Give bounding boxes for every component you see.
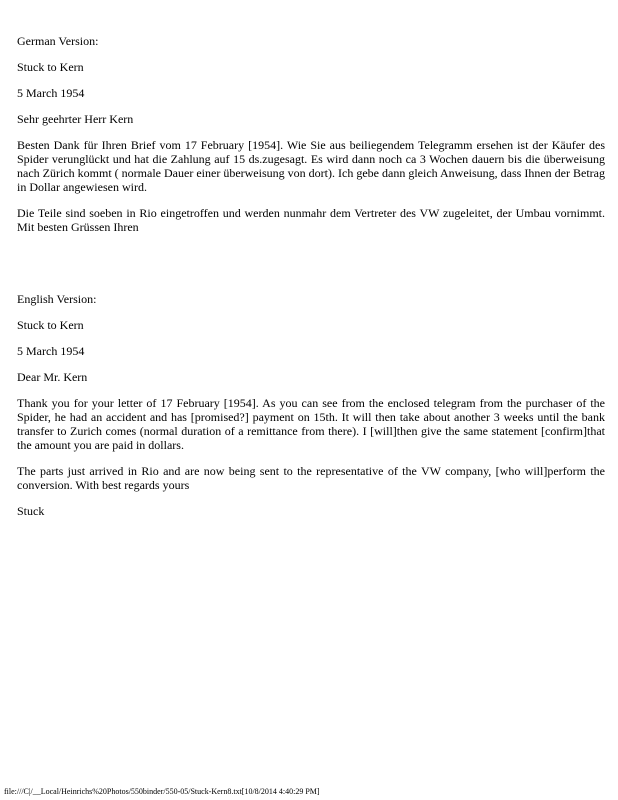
english-salutation: Dear Mr. Kern (17, 370, 88, 384)
german-version-section (17, 34, 605, 234)
english-version-section (17, 292, 605, 518)
german-paragraph-1: Besten Dank für Ihren Brief vom 17 February [1954]. Wie Sie aus beiliegendem Telegramm ersehen ist der Käufer des Spider verunglückt und hat die Zahlung auf 15 ds.zugesagt. Es wird dann noch ca 3 Wochen dauern bis die überweisung nach Zürich kommt ( normale Dauer einer überweisung von dort). Ich gebe dann gleich Anweisung, dass Ihnen der Betrag in Dollar angewiesen wird. (17, 138, 605, 194)
signature: Stuck (17, 504, 45, 518)
file-path-footer: file:///C|/__Local/Heinrichs%20Photos/550binder/550-05/Stuck-Kern8.txt[10/8/2014 4:40:29 PM] (4, 787, 320, 796)
english-paragraph-1: Thank you for your letter of 17 February [1954]. As you can see from the enclosed telegram from the purchaser of the Spider, he had an accident and has [promised?] payment on 15th. It will then take about another 3 weeks until the bank transfer to Zurich comes (normal duration of a remittance from there). I [will]then give the same statement [confirm]that the amount you are paid in dollars. (17, 396, 605, 452)
english-version-heading: English Version: (17, 292, 97, 306)
german-version-heading: German Version: (17, 34, 99, 48)
german-date: 5 March 1954 (17, 86, 85, 100)
german-paragraph-2: Die Teile sind soeben in Rio eingetroffen und werden nunmahr dem Vertreter des VW zugeleitet, der Umbau vornimmt. Mit besten Grüssen Ihren (17, 206, 605, 234)
english-paragraph-2: The parts just arrived in Rio and are now being sent to the representative of the VW company, [who will]perform the conversion. With best regards yours (17, 464, 605, 492)
letter-page (17, 34, 605, 518)
german-salutation: Sehr geehrter Herr Kern (17, 112, 134, 126)
german-from-to: Stuck to Kern (17, 60, 84, 74)
english-from-to: Stuck to Kern (17, 318, 84, 332)
english-date: 5 March 1954 (17, 344, 85, 358)
section-spacer (17, 234, 605, 292)
